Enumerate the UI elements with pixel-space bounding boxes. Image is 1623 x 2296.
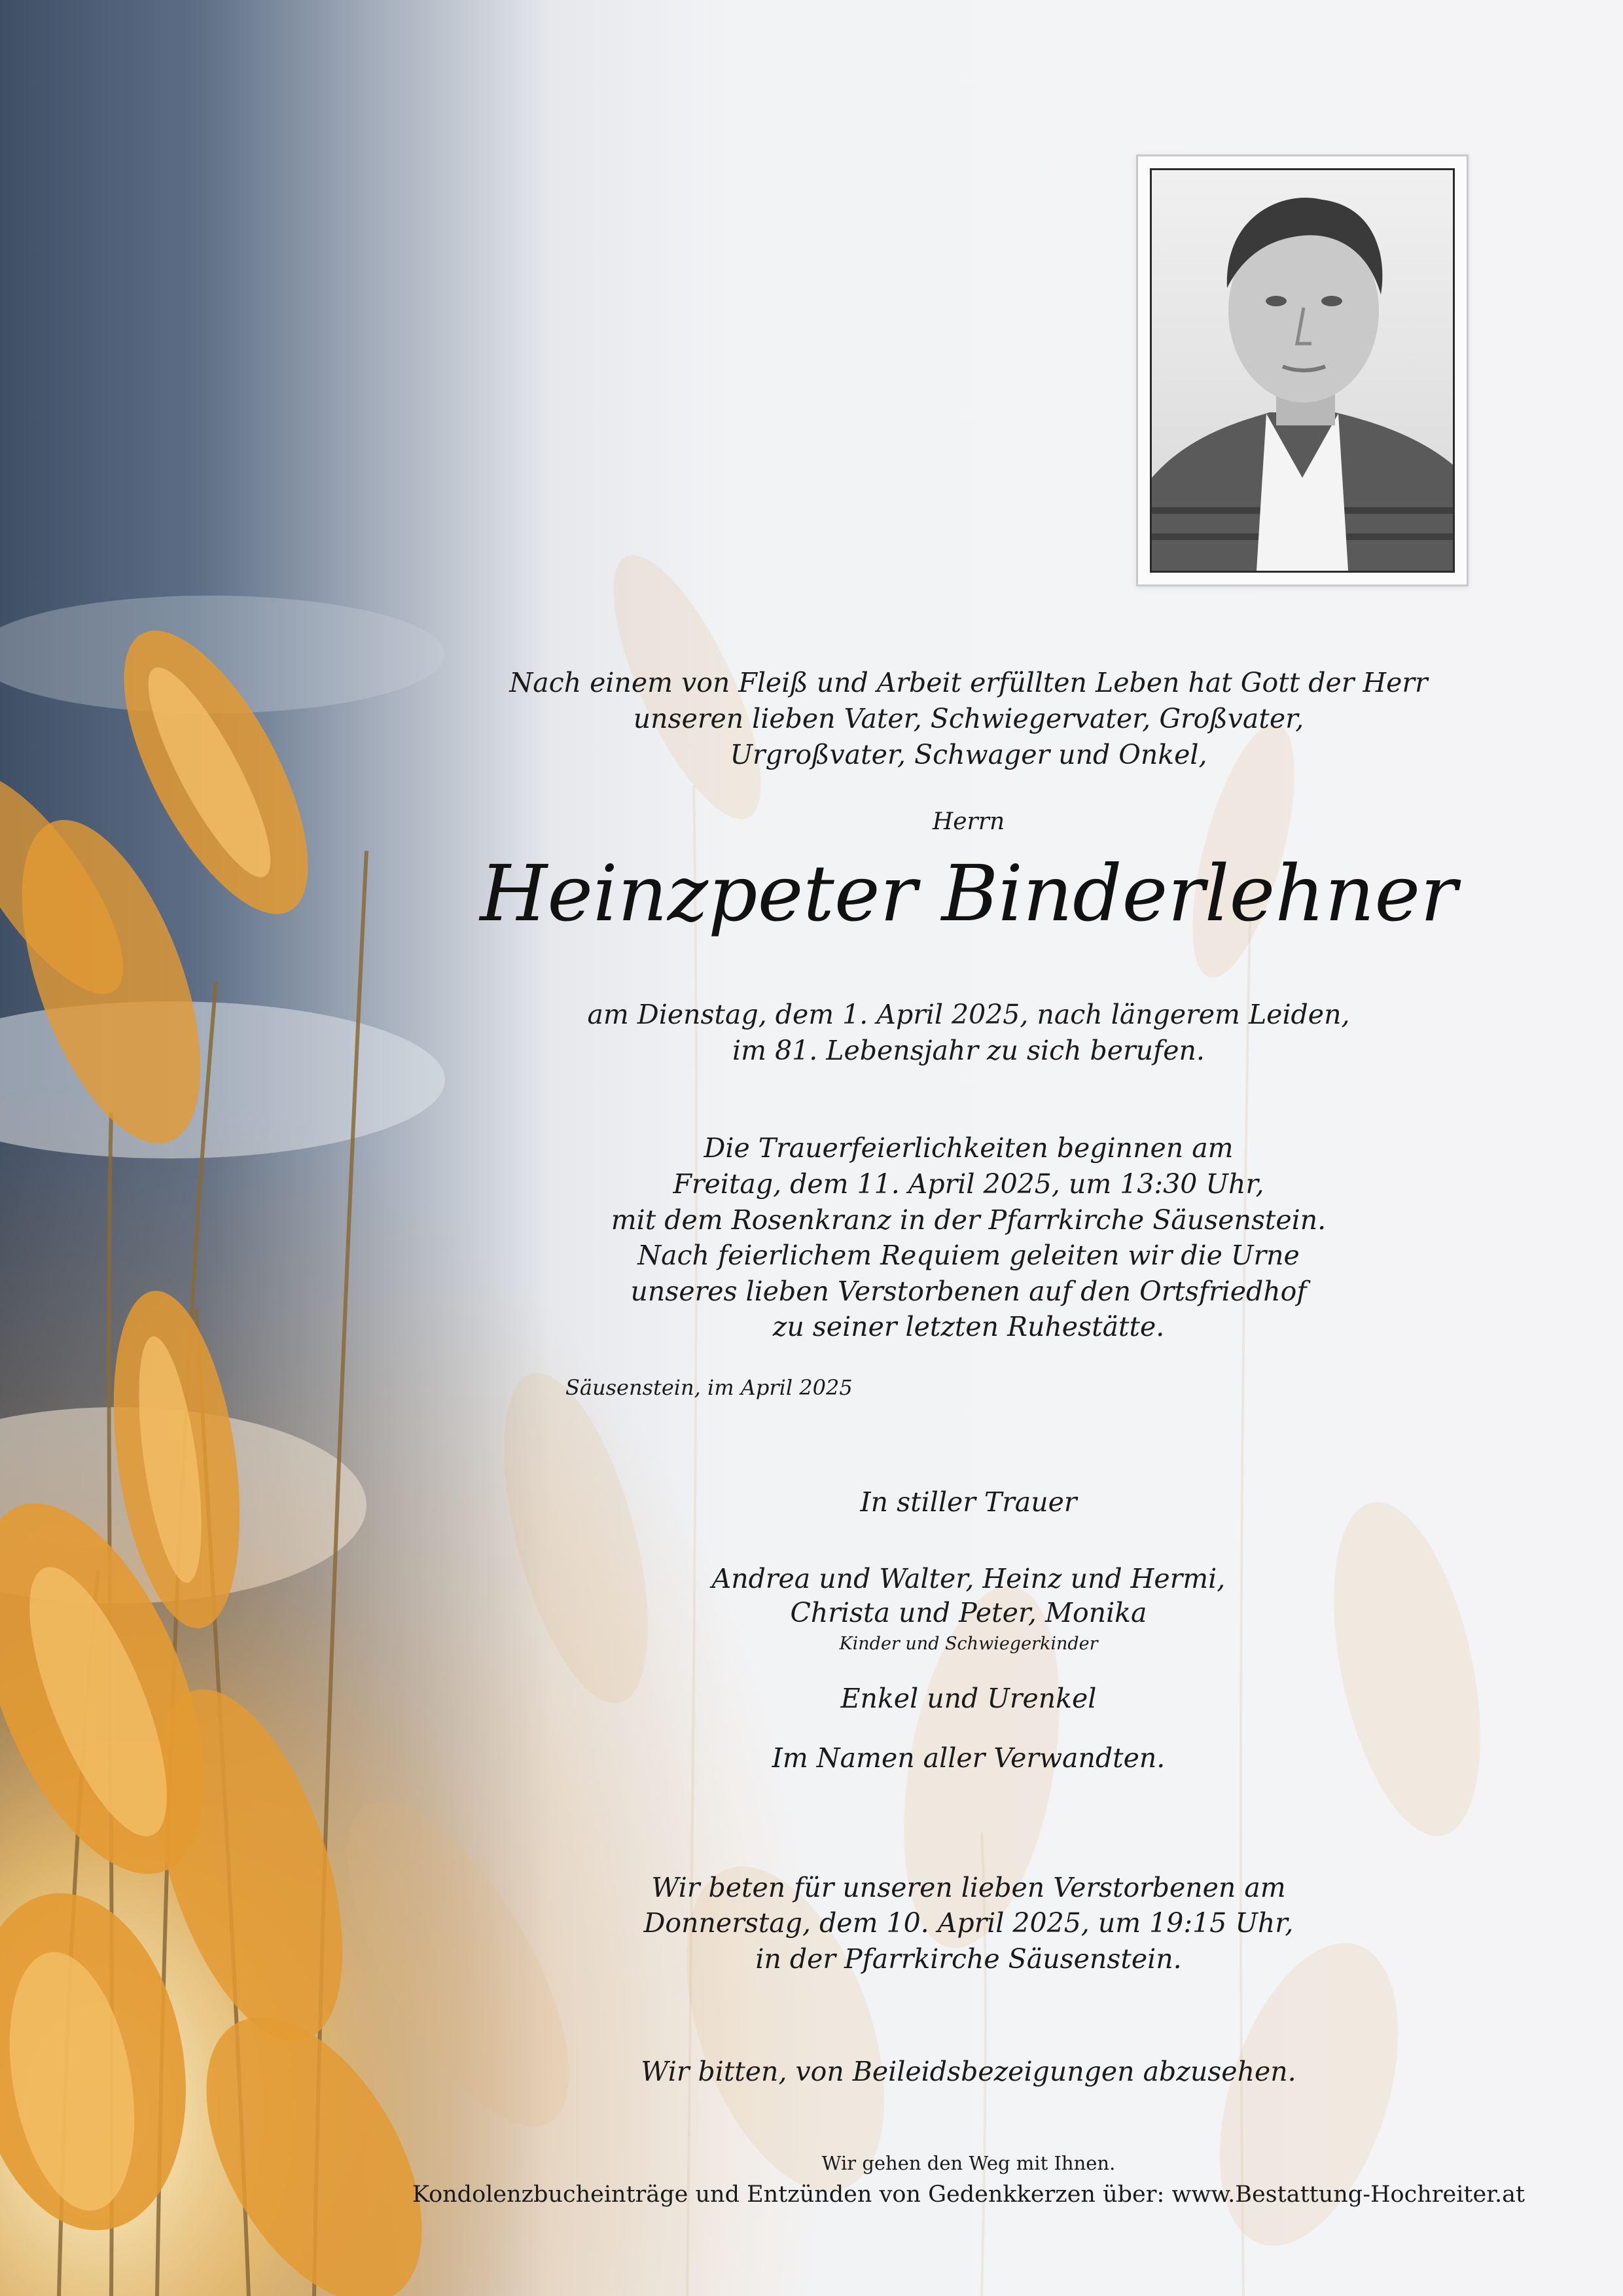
death-line-1: am Dienstag, dem 1. April 2025, nach längerem Leiden,: [587, 999, 1350, 1030]
footer-website-line: Kondolenzbucheinträge und Entzünden von Gedenkkerzen über: www.Bestattung-Hochreiter.at: [412, 2181, 1525, 2208]
grandchildren: Enkel und Urenkel: [840, 1683, 1097, 1714]
relatives: Im Namen aller Verwandten.: [772, 1742, 1166, 1774]
footer-tagline: Wir gehen den Weg mit Ihnen.: [821, 2152, 1116, 2174]
condolence-note: Wir bitten, von Beileidsbezeigungen abzusehen.: [641, 2056, 1296, 2087]
place-date: Säusenstein, im April 2025: [565, 1375, 853, 1400]
funeral-line-2: Freitag, dem 11. April 2025, um 13:30 Uhr,: [673, 1168, 1264, 1200]
intro-line-2: unseren lieben Vater, Schwiegervater, Großvater,: [633, 703, 1304, 734]
funeral-line-6: zu seiner letzten Ruhestätte.: [772, 1311, 1165, 1342]
funeral-line-1: Die Trauerfeierlichkeiten beginnen am: [704, 1132, 1234, 1164]
prayer-line-2: Donnerstag, dem 10. April 2025, um 19:15 Uhr,: [643, 1907, 1294, 1939]
prayer-line-1: Wir beten für unseren lieben Verstorbenen am: [651, 1872, 1286, 1903]
funeral-line-5: unseres lieben Verstorbenen auf den Ortsfriedhof: [630, 1276, 1307, 1307]
death-line-2: im 81. Lebensjahr zu sich berufen.: [732, 1035, 1205, 1066]
mourners-heading: In stiller Trauer: [860, 1486, 1077, 1518]
portrait-photo: [1150, 168, 1455, 573]
funeral-line-3: mit dem Rosenkranz in der Pfarrkirche Säusenstein.: [611, 1204, 1327, 1236]
deceased-name: Heinzpeter Binderlehner: [480, 848, 1457, 939]
children-line-2: Christa und Peter, Monika: [790, 1597, 1147, 1628]
intro-line-3: Urgroßvater, Schwager und Onkel,: [730, 739, 1207, 770]
portrait-silhouette-icon: [1152, 170, 1453, 571]
children-line-1: Andrea und Walter, Heinz und Hermi,: [711, 1563, 1226, 1594]
salutation: Herrn: [932, 808, 1005, 835]
funeral-line-4: Nach feierlichem Requiem geleiten wir die Urne: [637, 1240, 1300, 1271]
portrait-frame: [1136, 154, 1469, 586]
children-caption: Kinder und Schwiegerkinder: [839, 1634, 1098, 1654]
prayer-line-3: in der Pfarrkirche Säusenstein.: [755, 1943, 1182, 1975]
intro-line-1: Nach einem von Fleiß und Arbeit erfüllten Leben hat Gott der Herr: [509, 667, 1428, 698]
